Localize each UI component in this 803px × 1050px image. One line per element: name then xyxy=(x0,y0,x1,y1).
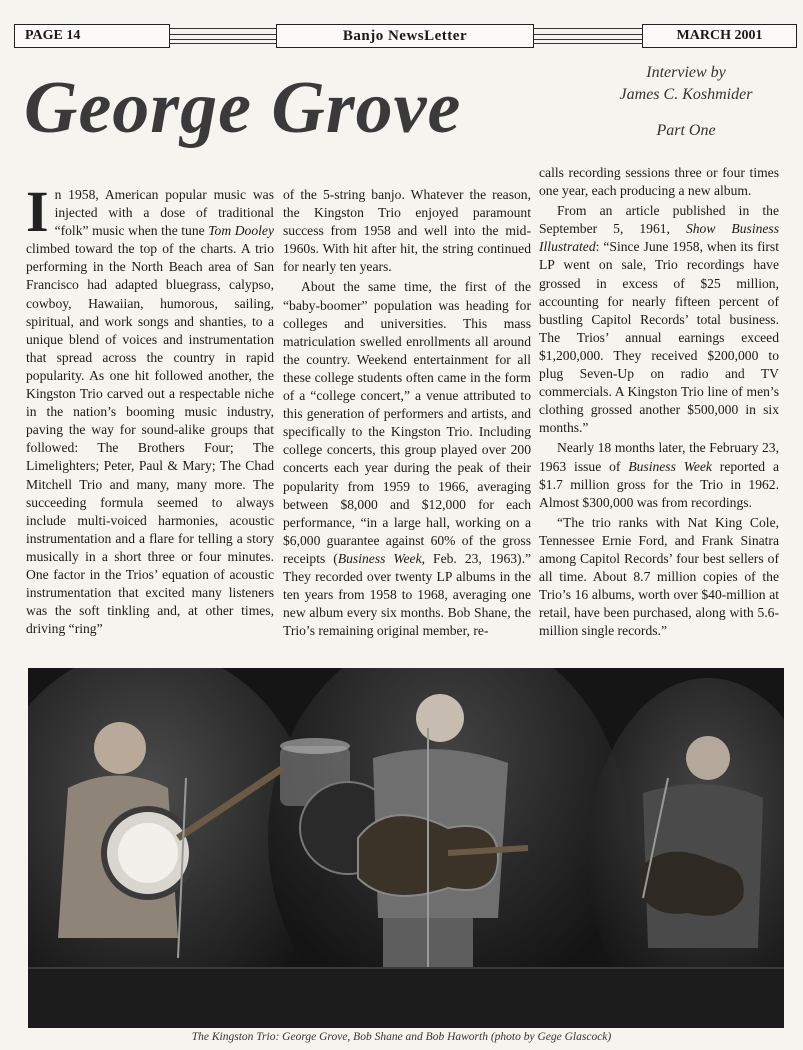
drop-cap: I xyxy=(26,179,49,244)
song-title: Tom Dooley xyxy=(208,223,274,239)
paragraph xyxy=(283,278,531,640)
publication-citation: Business Week xyxy=(628,458,712,474)
text-run: , Feb. 23, 1963).” They recorded over twenty LP albums in the ten years from 1958 to 1968, averaging one new album every six months. Bob Shane, the Trio’s remaining original member, re- xyxy=(283,550,531,639)
text-run: From an article published in the September 5, 1961, xyxy=(539,203,779,237)
photo-caption: The Kingston Trio: George Grove, Bob Shane and Bob Haworth (photo by Gege Glascock) xyxy=(191,1031,612,1043)
publication-citation: Show Business Illustrated xyxy=(539,221,780,255)
byline-interview-by: Interview by xyxy=(646,64,726,81)
paragraph: of the 5-string banjo. Whatever the reason, the Kingston Trio enjoyed paramount success from 1958 and well into the mid-1960s. With hit after hit, the string continued for nearly ten years. xyxy=(283,187,531,275)
issue-date: MARCH 2001 xyxy=(642,24,797,48)
article-column-3 xyxy=(539,164,779,642)
article-column-2 xyxy=(283,186,531,642)
publication-citation: Business Week xyxy=(337,550,422,566)
text-run: n 1958, American popular music was injected with a dose of traditional “folk” music when the tune xyxy=(54,187,274,239)
text-run: reported a $1.7 million gross for the Trio in 1962. Almost $300,000 was from recordings. xyxy=(539,458,779,510)
paragraph: calls recording sessions three or four times one year, each producing a new album. xyxy=(539,165,779,199)
byline-part: Part One xyxy=(656,122,716,139)
concert-photo xyxy=(28,668,784,1028)
header-rule-right xyxy=(534,28,642,44)
byline-author: James C. Koshmider xyxy=(619,86,753,103)
paragraph: “The trio ranks with Nat King Cole, Tennessee Ernie Ford, and Frank Sinatra among Capitol Records’ four best sellers of all time. About 8.7 million copies of the Trio’s 16 albums, worth over $40-million at retail, have been purchased, along with 5.6-million single records.” xyxy=(539,514,779,639)
publication-title: Banjo NewsLetter xyxy=(276,24,534,48)
paragraph xyxy=(539,439,779,511)
paragraph xyxy=(539,202,779,437)
photo-illustration xyxy=(28,668,784,1028)
header-rule-left xyxy=(170,28,276,44)
page-number: PAGE 14 xyxy=(14,24,170,48)
text-run: : “Since June 1958, when its first LP went on sale, Trio recordings have grossed in excess of $25 million, accounting for nearly fifteen percent of bustling Capitol Records’ total business. The Trios’ annual earnings exceed $1,200,000. They received $200,000 to plug Seven-Up on radio and TV commercials. A Kingston Trio line of men’s clothing grossed another $500,000 in six months.” xyxy=(539,239,779,436)
paragraph xyxy=(26,179,274,638)
article-headline: George Grove xyxy=(24,67,462,149)
article-column-1 xyxy=(26,179,274,640)
text-run: About the same time, the first of the “baby-boomer” population was heading for colleges and universities. This mass matriculation swelled enrollments all around the country. Weekend entertainment for all these college students often came in the form of a “college concert,” a venue attributed to this generation of performers and artists, and specifically to the Kingston Trio. Including college concerts, this group played over 200 concerts each year during the peak of their popularity from 1959 to 1966, averaging between $8,000 and $12,000 for each performance, “in a large hall, working on a $6,000 guarantee against 60% of the gross receipts ( xyxy=(283,279,531,566)
text-run: Nearly 18 months later, the February 23, 1963 issue of xyxy=(539,440,779,474)
text-run: climbed toward the top of the charts. A trio performing in the North Beach area of San Francisco had adapted bluegrass, calypso, cowboy, Hawaiian, humorous, sailing, spiritual, and work songs and shanties, to a unique blend of voices and instrumentation that spread across the country in rapid popularity. As one hit followed another, the Kingston Trio carved out a respectable niche in the nation’s booming music industry, paving the way for sound-alike groups that followed: The Brothers Four; The Limelighters; Peter, Paul & Mary; The Chad Mitchell Trio and many, many more. The succeeding formula seemed to always include multi-voiced harmonies, acoustic instrumentation and a flare for telling a story musically in a short three or four minutes. One factor in the Trios’ equation of acoustic instrumentation that excited many listeners was the soft tinkling and, at other times, driving “ring” xyxy=(26,241,274,637)
